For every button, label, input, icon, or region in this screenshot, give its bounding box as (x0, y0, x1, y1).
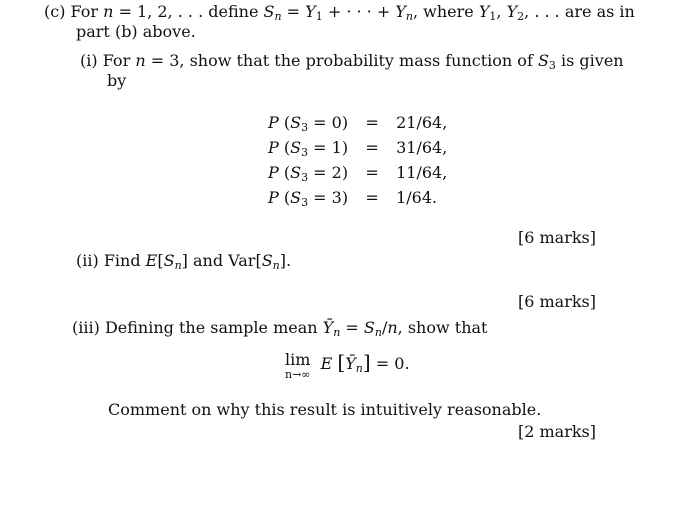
pmf-row: P $(S_3 = 3)$ = 1/64. (268, 188, 438, 209)
part-c-label: (c) (44, 2, 66, 21)
marks-part-iii: [2 marks] (517, 422, 596, 441)
part-i-line-2: by (107, 71, 127, 90)
limit-equation: lim n→∞ E $[Ȳ_n] = 0$. (285, 350, 410, 381)
part-iii-line-1: (iii) Defining the sample mean $Ȳ_n = S_n/n$, show that (72, 318, 488, 339)
part-iii-comment: Comment on why this result is intuitively reasonable. (108, 400, 542, 419)
part-ii-line: (ii) Find $E[S_n]$ and $Var[S_n]$. (76, 251, 292, 272)
part-c-line-1: (c) For n = 1, 2, . . . define $S_n = Y_1$ + · · · + $Y_n$, where $Y_1$, $Y_2$, . . . are as in (44, 2, 635, 23)
marks-part-i: [6 marks] (517, 228, 596, 247)
part-i-line-1: (i) For n = 3, show that the probability mass function of $S_3$ is given (80, 51, 624, 72)
pmf-equations (268, 110, 447, 210)
part-i-label: (i) (80, 51, 98, 70)
pmf-row: P $(S_3 = 2)$ = 11/64, (268, 163, 448, 184)
pmf-row: P $(S_3 = 1)$ = 31/64, (268, 138, 448, 159)
part-ii-label: (ii) (76, 251, 99, 270)
marks-part-ii: [6 marks] (517, 292, 596, 311)
pmf-row: P $(S_3 = 0)$ = 21/64, (268, 113, 448, 134)
part-iii-label: (iii) (72, 318, 100, 337)
part-c-line-2: part (b) above. (76, 22, 196, 41)
